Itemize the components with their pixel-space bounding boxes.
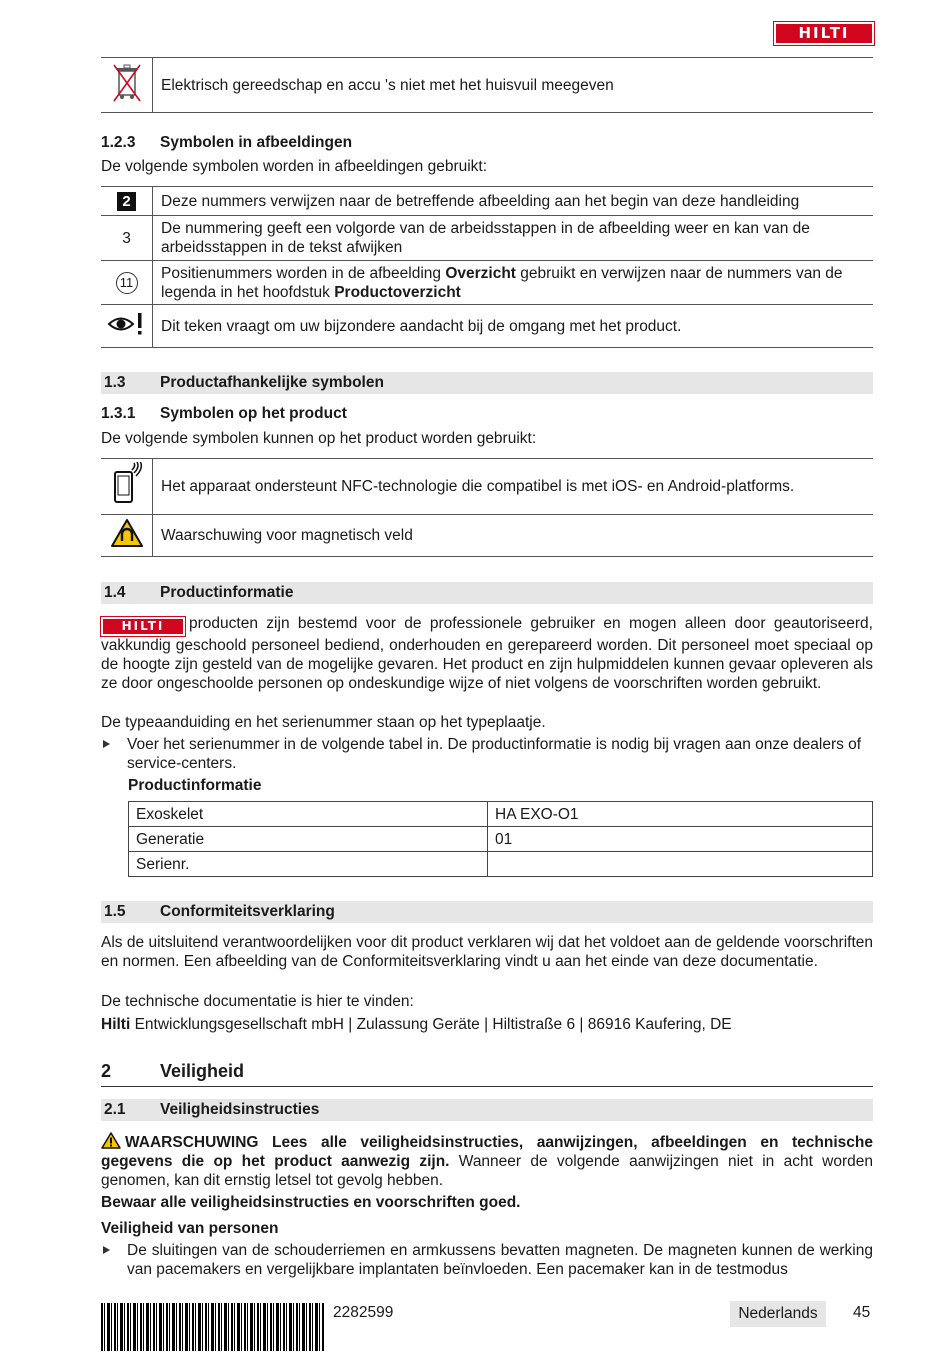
section-intro: De volgende symbolen worden in afbeeldingen gebruikt: (101, 158, 488, 175)
figure-number-symbol: 2 (101, 187, 153, 216)
table-label: Exoskelet (129, 802, 488, 827)
table-value: 01 (488, 827, 873, 852)
section-heading-1-5: 1.5 Conformiteitsverklaring (101, 901, 873, 923)
product-symbols-table (101, 458, 873, 557)
tech-doc-paragraph: De technische documentatie is hier te vinden: (101, 993, 414, 1010)
table-row (129, 802, 873, 827)
keep-instructions-text: Bewaar alle veiligheidsinstructies en voorschriften goed. (101, 1194, 521, 1211)
image-symbols-table (101, 186, 873, 348)
disposal-text: Elektrisch gereedschap en accu 's niet met het huisvuil meegeven (153, 58, 874, 113)
section-heading-1-2-3: 1.2.3 Symbolen in afbeeldingen (101, 134, 353, 151)
document-number: 2282599 (333, 1304, 394, 1321)
bullet-item: De sluitingen van de schouderriemen en armkussens bevatten magneten. De magneten kunnen de werking van pacemakers en vergelijkbare implantaten beïnvloeden. Een pacemaker kan in de testmodus (101, 1241, 873, 1279)
symbol-description: Het apparaat ondersteunt NFC-technologie die compatibel is met iOS- en Android-platforms. (153, 459, 874, 515)
bullet-arrow-icon (103, 740, 110, 748)
chapter-heading-2: 2 Veiligheid (101, 1062, 873, 1087)
language-label: Nederlands (730, 1301, 826, 1327)
typeplate-paragraph: De typeaanduiding en het serienummer staan op het typeplaatje. (101, 714, 546, 731)
hilti-logo-inline: HILTI (101, 617, 185, 636)
product-info-table-title: Productinformatie (128, 777, 262, 794)
table-row (129, 852, 873, 877)
symbol-description: Deze nummers verwijzen naar de betreffende afbeelding aan het begin van deze handleiding (153, 187, 874, 216)
attention-eye-icon (101, 305, 153, 348)
section-heading-1-3: 1.3 Productafhankelijke symbolen (101, 372, 873, 394)
symbol-description: Positienummers worden in de afbeelding Overzicht gebruikt en verwijzen naar de nummers van de legenda in het hoofdstuk Productoverzicht (153, 261, 874, 305)
product-info-table (128, 801, 873, 877)
table-label: Generatie (129, 827, 488, 852)
bullet-item: Voer het serienummer in de volgende tabel in. De productinformatie is nodig bij vragen aan onze dealers of service-centers. (101, 735, 873, 773)
step-number-symbol: 3 (101, 216, 153, 261)
warning-triangle-icon (101, 1132, 121, 1149)
symbol-description: Waarschuwing voor magnetisch veld (153, 515, 874, 557)
section-heading-2-1: 2.1 Veiligheidsinstructies (101, 1099, 873, 1121)
position-number-symbol: 11 (101, 261, 153, 305)
disposal-symbol-table (101, 57, 873, 113)
magnetic-field-warning-icon (101, 515, 153, 557)
warning-paragraph: WAARSCHUWING Lees alle veiligheidsinstructies, aanwijzingen, afbeeldingen en technische gegevens die op het product aanwezig zijn. Wanneer de volgende aanwijzingen niet in acht worden genomen, kan dit ernstig letsel tot gevolg hebben. (101, 1134, 873, 1189)
section-intro: De volgende symbolen kunnen op het product worden gebruikt: (101, 430, 537, 447)
page-number: 45 (853, 1304, 871, 1321)
address-line: Hilti Entwicklungsgesellschaft mbH | Zulassung Geräte | Hiltistraße 6 | 86916 Kaufering, DE (101, 1016, 732, 1033)
hilti-logo: HILTI (774, 22, 874, 45)
bullet-arrow-icon (103, 1246, 110, 1254)
nfc-phone-icon (101, 459, 153, 515)
barcode (101, 1303, 325, 1351)
section-heading-1-4: 1.4 Productinformatie (101, 582, 873, 604)
symbol-description: Dit teken vraagt om uw bijzondere aandacht bij de omgang met het product. (153, 305, 874, 348)
table-value: HA EXO-O1 (488, 802, 873, 827)
crossed-out-bin-icon (101, 58, 153, 113)
conformity-paragraph: Als de uitsluitend verantwoordelijken voor dit product verklaren wij dat het voldoet aan de geldende voorschriften en normen. Een afbeelding van de Conformiteitsverklaring vindt u aan het einde van deze documentatie. (101, 934, 873, 970)
persons-safety-heading: Veiligheid van personen (101, 1220, 279, 1237)
product-info-paragraph: HILTI producten zijn bestemd voor de professionele gebruiker en mogen alleen door geautoriseerd, vakkundig geschoold personeel bediend, onderhouden en gerepareerd worden. Dit personeel moet speciaal op de hoogte zijn gesteld van de mogelijke gevaren. Het product en zijn hulpmiddelen kunnen gevaar opleveren als ze door ongeschoolde personen op ondeskundige wijze of niet volgens de voorschriften worden gebruikt. (101, 615, 873, 692)
serial-number-field[interactable] (488, 852, 873, 877)
table-label: Serienr. (129, 852, 488, 877)
section-heading-1-3-1: 1.3.1 Symbolen op het product (101, 405, 347, 422)
symbol-description: De nummering geeft een volgorde van de arbeidsstappen in de afbeelding weer en kan van de arbeidsstappen in de tekst afwijken (153, 216, 874, 261)
table-row (129, 827, 873, 852)
